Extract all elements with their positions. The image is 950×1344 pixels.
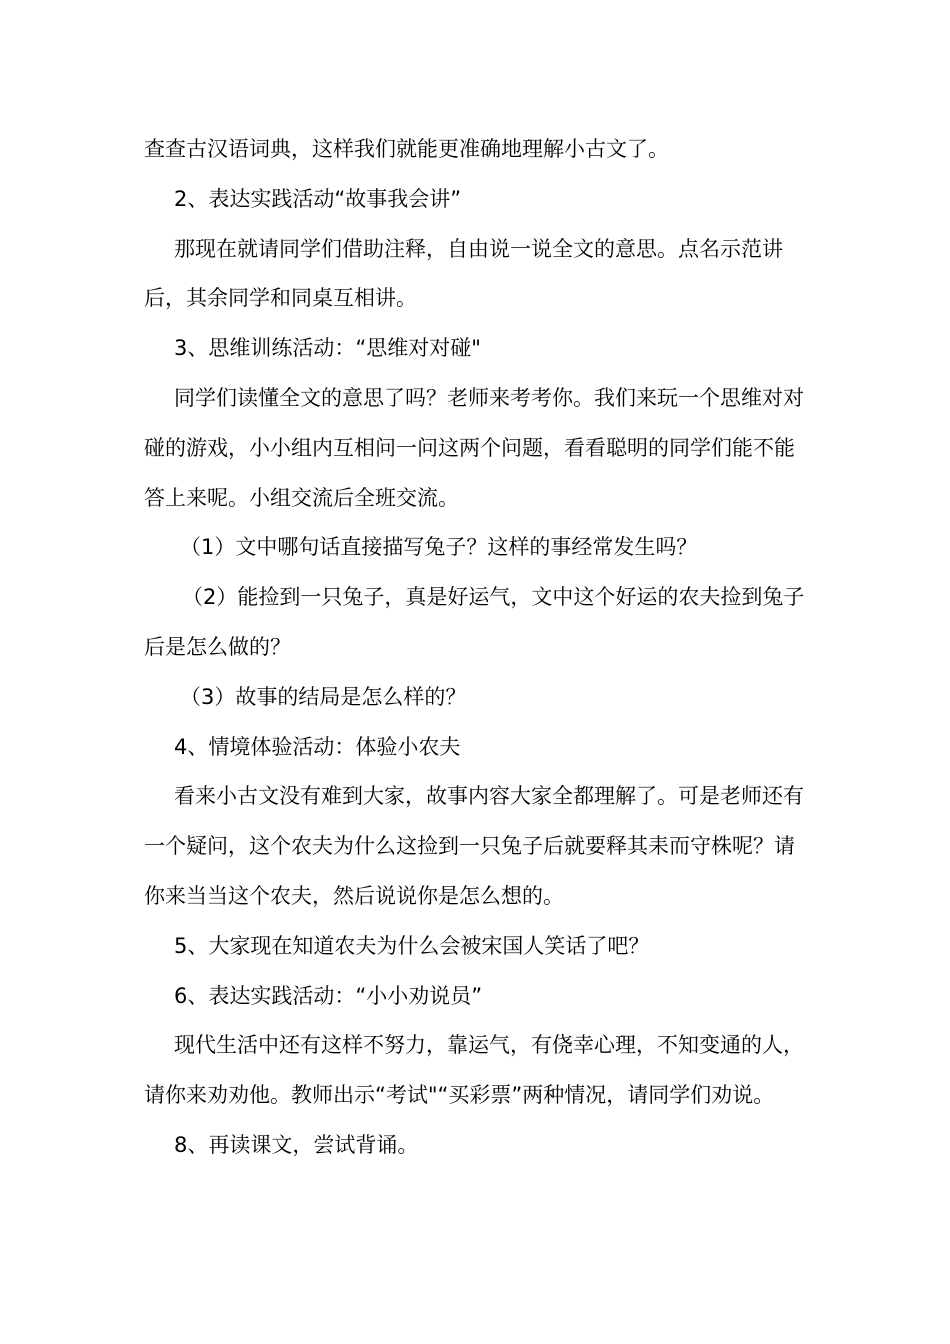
- question-1: （1）文中哪句话直接描写兔子？这样的事经常发生吗？: [180, 535, 698, 560]
- activity-heading-6: 6、表达实践活动：“小小劝说员”: [174, 983, 483, 1008]
- activity-heading-5: 5、大家现在知道农夫为什么会被宋国人笑话了吧？: [174, 933, 650, 958]
- activity-heading-3: 3、思维训练活动：“思维对对碰": [174, 336, 481, 361]
- question-3: （3）故事的结局是怎么样的？: [180, 684, 467, 709]
- paragraph-persuade: 现代生活中还有这样不努力，靠运气，有侥幸心理，不知变通的人，请你来劝劝他。教师出示“考试"“买彩票”两种情况，请同学们劝说。: [144, 1033, 804, 1108]
- question-2: （2）能捡到一只兔子，真是好运气，文中这个好运的农夫捡到兔子后是怎么做的？: [144, 585, 805, 659]
- paragraph-thinking-game: 同学们读懂全文的意思了吗？老师来考考你。我们来玩一个思维对对碰的游戏，小小组内互相问一问这两个问题，看看聪明的同学们能不能答上来呢。小组交流后全班交流。: [144, 385, 804, 510]
- activity-heading-2: 2、表达实践活动“故事我会讲”: [174, 186, 462, 211]
- paragraph-retell: 那现在就请同学们借助注释，自由说一说全文的意思。点名示范讲后，其余同学和同桌互相讲。: [144, 236, 783, 311]
- document-body: [144, 125, 809, 1171]
- paragraph-farmer-role: 看来小古文没有难到大家，故事内容大家全都理解了。可是老师还有一个疑问，这个农夫为什么这捡到一只兔子后就要释其耒而守株呢？请你来当当这个农夫，然后说说你是怎么想的。: [144, 784, 804, 908]
- paragraph-continuation: 查查古汉语词典，这样我们就能更准确地理解小古文了。: [144, 137, 669, 161]
- activity-heading-4: 4、情境体验活动：体验小农夫: [174, 734, 461, 759]
- activity-heading-8: 8、再读课文，尝试背诵。: [174, 1132, 419, 1157]
